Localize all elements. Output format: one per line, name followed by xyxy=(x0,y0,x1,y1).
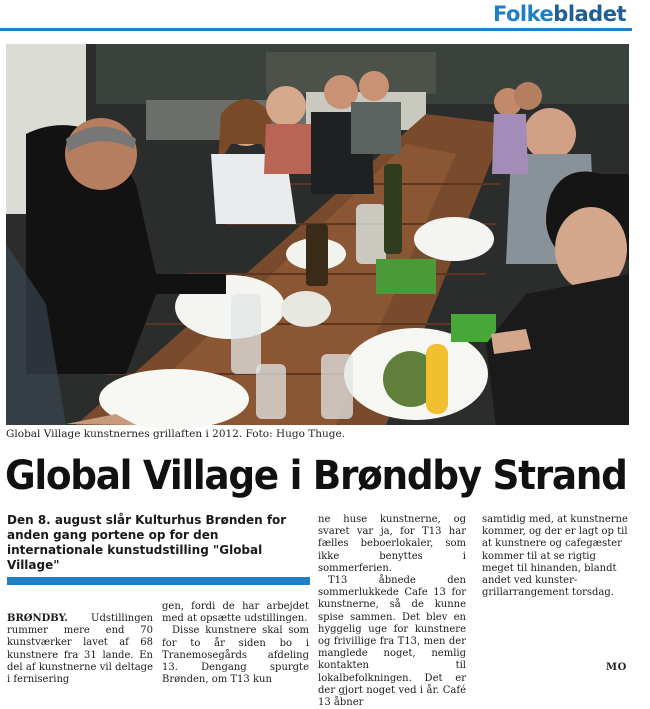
dateline: BRØNDBY. xyxy=(7,613,68,624)
column-3-paragraph-2: T13 åbnede den sommerlukkede Cafe 13 for kunstnerne, så de kunne spise sammen. Det blev en hyggelig uge for kunstnere og frivillige fra T13, men der manglede noget, nemlig kontakten til lokalbefolkningen. Det er der gjort noget ved i år. Café 13 åbner xyxy=(318,575,466,709)
column-2-paragraph-2: Disse kunstnere skal som for to år siden bo i Tranemosegårds afdeling 13. Dengang spurgte Brønden, om T13 kun xyxy=(162,625,309,686)
logo-part2: bladet xyxy=(553,2,626,26)
grill-party-photo-illustration xyxy=(6,44,629,425)
logo-part1: Folke xyxy=(493,2,554,26)
byline: MO xyxy=(606,662,627,673)
column-2-paragraph-1: gen, fordi de har arbejdet med at opsætte udstillingen. xyxy=(162,601,309,625)
article-photo xyxy=(6,44,629,425)
lead-rule xyxy=(7,577,310,585)
body-column-4 xyxy=(482,514,628,599)
body-column-1 xyxy=(7,613,153,686)
column-4-paragraph-1: samtidig med, at kunstnerne kommer, og der er lagt op til at kunstnere og cafegæster kommer til at se rigtig meget til hinanden, blandt andet ved kunster-grillarrangement torsdag. xyxy=(482,514,628,599)
masthead xyxy=(0,0,650,34)
masthead-rule xyxy=(0,28,632,31)
body-column-3 xyxy=(318,514,466,709)
column-1-paragraph xyxy=(7,613,153,686)
column-1-text: Udstillingen rummer mere end 70 kunstværker lavet af 68 kunstnere fra 31 lande. En del af kunstnerne vil deltage i fernisering xyxy=(7,613,153,686)
newspaper-logo xyxy=(493,2,626,26)
lead-paragraph: Den 8. august slår Kulturhus Brønden for anden gang portene op for den internationale kunstudstilling "Global Village" xyxy=(7,513,287,572)
body-column-2 xyxy=(162,601,309,686)
headline: Global Village i Brøndby Strand xyxy=(5,453,627,499)
photo-caption: Global Village kunstnernes grillaften i 2012. Foto: Hugo Thuge. xyxy=(6,428,346,440)
column-3-paragraph-1: ne huse kunstnerne, og svaret var ja, for T13 har fælles beboerlokaler, som ikke benyttes i sommerferien. xyxy=(318,514,466,574)
